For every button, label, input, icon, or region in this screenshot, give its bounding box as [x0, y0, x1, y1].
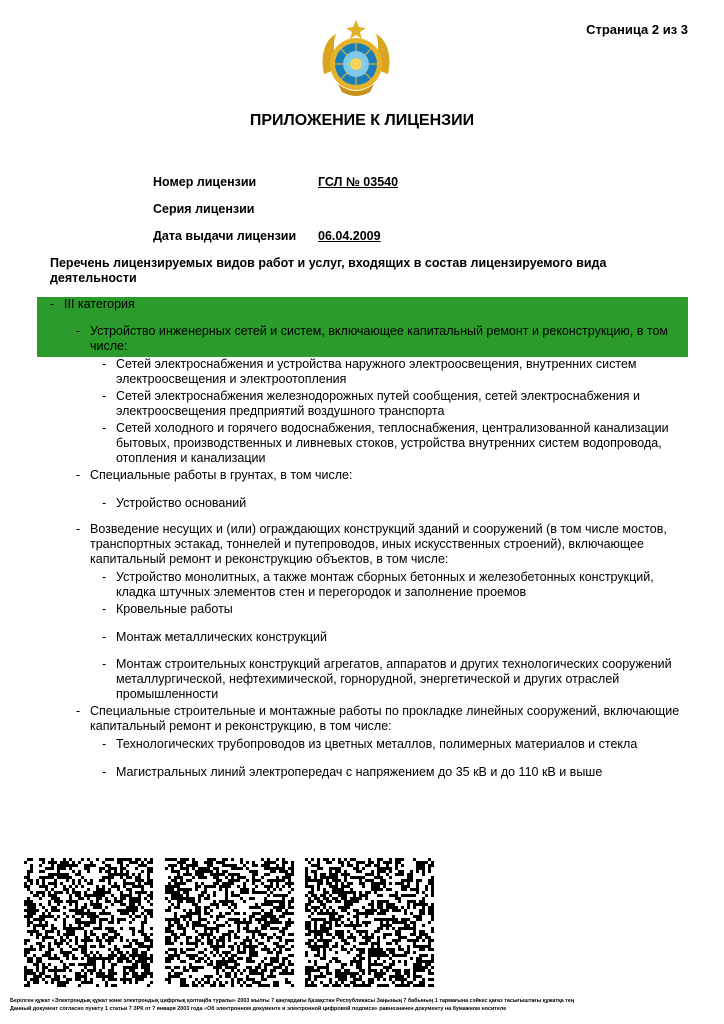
- activities-list-heading: Перечень лицензируемых видов работ и услуг, входящих в состав лицензируемого вида деятельности: [50, 256, 607, 285]
- license-number-value: ГСЛ № 03540: [318, 175, 399, 189]
- footer-line-kazakh: Берілген құжат «Электрондық құжат және электрондық цифрлық қолтаңба туралы» 2003 жылғы 7 қаңтардағы Қазақстан Республикасы Заңының 7 бабының 1 тармағына сәйкес қағаз тасығыштағы құжатқа тең: [10, 998, 575, 1004]
- license-date-label: Дата выдачи лицензии: [153, 229, 297, 243]
- list-item-text: Монтаж металлических конструкций: [116, 630, 327, 644]
- list-item: - Устройство оснований: [102, 496, 247, 510]
- list-item: - Монтаж металлических конструкций: [102, 630, 327, 644]
- list-item-text: Монтаж строительных конструкций агрегатов, аппаратов и других технологических сооружений металлургической, нефтехимической, горнорудной, энергетической и других отраслей промышленности: [116, 657, 672, 701]
- list-item: - Кровельные работы: [102, 602, 233, 616]
- legal-footer: [10, 997, 714, 1013]
- list-item: - Устройство инженерных сетей и систем, включающее капитальный ремонт и реконструкцию, в том числе:: [76, 324, 668, 353]
- list-item: - Возведение несущих и (или) ограждающих конструкций зданий и сооружений (в том числе мостов, транспортных эстакад, тоннелей и путепроводов, иных искусственных строений), включающее капитальный ремонт и реконструкцию объектов, в том числе:: [76, 522, 667, 566]
- list-item-text: Устройство оснований: [116, 496, 247, 510]
- list-item-text: Сетей электроснабжения железнодорожных путей сообщения, сетей электроснабжения и электроосвещения предприятий воздушного транспорта: [116, 389, 640, 418]
- list-item-text: Сетей электроснабжения и устройства наружного электроосвещения, внутренних систем электроосвещения и электроотопления: [116, 357, 637, 386]
- list-item-text: Технологических трубопроводов из цветных металлов, полимерных материалов и стекла: [116, 737, 638, 751]
- list-item-text: Магистральных линий электропередач с напряжением до 35 кВ и до 110 кВ и выше: [116, 765, 603, 779]
- page-number: Страница 2 из 3: [586, 22, 688, 37]
- qr-code-icon: [165, 858, 294, 988]
- document-title: ПРИЛОЖЕНИЕ К ЛИЦЕНЗИИ: [249, 112, 475, 129]
- list-item: - Технологических трубопроводов из цветных металлов, полимерных материалов и стекла: [102, 737, 638, 751]
- list-item-text: Специальные строительные и монтажные работы по прокладке линейных сооружений, включающие капитальный ремонт и реконструкцию, в том числе:: [90, 704, 680, 733]
- qr-code-icon: [305, 858, 434, 988]
- license-date-value: 06.04.2009: [318, 229, 381, 243]
- list-item-category: - III категория: [50, 297, 135, 311]
- license-series-label: Серия лицензии: [153, 202, 255, 216]
- list-item-text: Возведение несущих и (или) ограждающих конструкций зданий и сооружений (в том числе мостов, транспортных эстакад, тоннелей и путепроводов, иных искусственных строений), включающее капитальный ремонт и реконструкцию объектов, в том числе:: [90, 522, 667, 566]
- list-item: - Магистральных линий электропередач с напряжением до 35 кВ и до 110 кВ и выше: [102, 765, 603, 779]
- list-item: - Сетей электроснабжения и устройства наружного электроосвещения, внутренних систем электроосвещения и электроотопления: [102, 357, 637, 386]
- list-item-text: Кровельные работы: [116, 602, 233, 616]
- kazakhstan-state-emblem-icon: [318, 18, 394, 98]
- footer-line-russian: Данный документ согласно пункту 1 статьи 7 ЗРК от 7 января 2003 года «Об электронном документе и электронной цифровой подписи» равнозначен документу на бумажном носителе: [10, 1006, 507, 1012]
- list-item: - Сетей электроснабжения железнодорожных путей сообщения, сетей электроснабжения и электроосвещения предприятий воздушного транспорта: [102, 389, 640, 418]
- list-item-text: Специальные работы в грунтах, в том числе:: [90, 468, 353, 482]
- list-item-text: Сетей холодного и горячего водоснабжения, теплоснабжения, централизованной канализации бытовых, производственных и ливневых стоков, устройства внутренних систем водопровода, отопления и канализации: [116, 421, 669, 465]
- list-item: - Монтаж строительных конструкций агрегатов, аппаратов и других технологических сооружений металлургической, нефтехимической, горнорудной, энергетической и других отраслей промышленности: [102, 657, 672, 701]
- list-item: - Устройство монолитных, а также монтаж сборных бетонных и железобетонных конструкций, кладка штучных элементов стен и перегородок и заполнение проемов: [102, 570, 654, 599]
- list-item: - Специальные строительные и монтажные работы по прокладке линейных сооружений, включающие капитальный ремонт и реконструкцию, в том числе:: [76, 704, 680, 733]
- list-item-text: Устройство инженерных сетей и систем, включающее капитальный ремонт и реконструкцию, в том числе:: [90, 324, 668, 353]
- list-item: - Специальные работы в грунтах, в том числе:: [76, 468, 353, 482]
- list-item-text: Устройство монолитных, а также монтаж сборных бетонных и железобетонных конструкций, кладка штучных элементов стен и перегородок и заполнение проемов: [116, 570, 654, 599]
- list-item: - Сетей холодного и горячего водоснабжения, теплоснабжения, централизованной канализации бытовых, производственных и ливневых стоков, устройства внутренних систем водопровода, отопления и канализации: [102, 421, 669, 465]
- list-item-text: III категория: [64, 297, 135, 311]
- qr-code-icon: [24, 858, 153, 988]
- license-number-label: Номер лицензии: [153, 175, 257, 189]
